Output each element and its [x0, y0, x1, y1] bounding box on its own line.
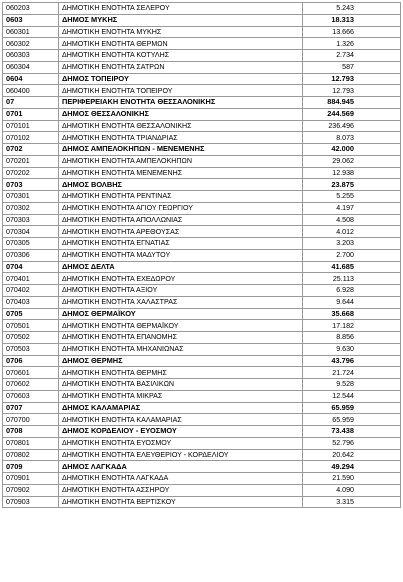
- table-row-total: [3, 402, 401, 414]
- row-code-cell: 0707: [3, 402, 59, 414]
- row-name-cell: ΔΗΜΟΣ ΒΟΛΒΗΣ: [59, 179, 303, 191]
- table-row-total: [3, 73, 401, 85]
- row-code-cell: 0702: [3, 144, 59, 156]
- table-row: [3, 249, 401, 261]
- row-value-cell: 9.644: [303, 296, 401, 308]
- row-value-cell: 4.197: [303, 202, 401, 214]
- table-row: [3, 26, 401, 38]
- row-value-cell: 52.796: [303, 437, 401, 449]
- table-row: [3, 390, 401, 402]
- row-value-cell: 12.793: [303, 85, 401, 97]
- row-code-cell: 070202: [3, 167, 59, 179]
- row-value-cell: 9.630: [303, 343, 401, 355]
- row-value-cell: 43.796: [303, 355, 401, 367]
- row-code-cell: 0705: [3, 308, 59, 320]
- row-name-cell: ΔΗΜΟΤΙΚΗ ΕΝΟΤΗΤΑ ΜΑΔΥΤΟΥ: [59, 249, 303, 261]
- row-code-cell: 060400: [3, 85, 59, 97]
- row-code-cell: 060203: [3, 3, 59, 15]
- row-code-cell: 070201: [3, 155, 59, 167]
- row-name-cell: ΔΗΜΟΤΙΚΗ ΕΝΟΤΗΤΑ ΜΗΧΑΝΙΩΝΑΣ: [59, 343, 303, 355]
- row-value-cell: 65.959: [303, 414, 401, 426]
- table-row: [3, 3, 401, 15]
- row-name-cell: ΔΗΜΟΤΙΚΗ ΕΝΟΤΗΤΑ ΛΑΓΚΑΔΑ: [59, 473, 303, 485]
- row-value-cell: 13.666: [303, 26, 401, 38]
- row-value-cell: 65.959: [303, 402, 401, 414]
- table-row: [3, 50, 401, 62]
- row-name-cell: ΔΗΜΟΤΙΚΗ ΕΝΟΤΗΤΑ ΘΕΣΣΑΛΟΝΙΚΗΣ: [59, 120, 303, 132]
- row-value-cell: 21.590: [303, 473, 401, 485]
- row-value-cell: 42.000: [303, 144, 401, 156]
- row-code-cell: 070902: [3, 484, 59, 496]
- row-value-cell: 4.508: [303, 214, 401, 226]
- row-value-cell: 2.700: [303, 249, 401, 261]
- row-code-cell: 0704: [3, 261, 59, 273]
- row-value-cell: 18.313: [303, 14, 401, 26]
- table-row: [3, 285, 401, 297]
- row-name-cell: ΔΗΜΟΤΙΚΗ ΕΝΟΤΗΤΑ ΕΧΕΔΩΡΟΥ: [59, 273, 303, 285]
- row-code-cell: 0701: [3, 108, 59, 120]
- row-name-cell: ΔΗΜΟΤΙΚΗ ΕΝΟΤΗΤΑ ΜΕΝΕΜΕΝΗΣ: [59, 167, 303, 179]
- row-code-cell: 070302: [3, 202, 59, 214]
- table-row-total: [3, 179, 401, 191]
- row-name-cell: ΔΗΜΟΤΙΚΗ ΕΝΟΤΗΤΑ ΘΕΡΜΑΪΚΟΥ: [59, 320, 303, 332]
- table-row: [3, 155, 401, 167]
- row-name-cell: ΔΗΜΟΣ ΔΕΛΤΑ: [59, 261, 303, 273]
- row-code-cell: 0604: [3, 73, 59, 85]
- row-value-cell: 6.928: [303, 285, 401, 297]
- table-row: [3, 437, 401, 449]
- row-name-cell: ΔΗΜΟΤΙΚΗ ΕΝΟΤΗΤΑ ΕΛΕΥΘΕΡΙΟΥ - ΚΟΡΔΕΛΙΟΥ: [59, 449, 303, 461]
- table-row: [3, 120, 401, 132]
- row-code-cell: 07: [3, 97, 59, 109]
- row-name-cell: ΔΗΜΟΤΙΚΗ ΕΝΟΤΗΤΑ ΒΕΡΤΙΣΚΟΥ: [59, 496, 303, 508]
- row-value-cell: 236.496: [303, 120, 401, 132]
- row-value-cell: 4.090: [303, 484, 401, 496]
- row-name-cell: ΔΗΜΟΤΙΚΗ ΕΝΟΤΗΤΑ ΑΜΠΕΛΟΚΗΠΩΝ: [59, 155, 303, 167]
- row-code-cell: 060302: [3, 38, 59, 50]
- table-row-total: [3, 261, 401, 273]
- table-row: [3, 226, 401, 238]
- row-code-cell: 0706: [3, 355, 59, 367]
- row-value-cell: 49.294: [303, 461, 401, 473]
- row-value-cell: 2.734: [303, 50, 401, 62]
- row-value-cell: 5.243: [303, 3, 401, 15]
- row-name-cell: ΔΗΜΟΤΙΚΗ ΕΝΟΤΗΤΑ ΒΑΣΙΛΙΚΩΝ: [59, 379, 303, 391]
- row-value-cell: 5.255: [303, 191, 401, 203]
- row-name-cell: ΔΗΜΟΤΙΚΗ ΕΝΟΤΗΤΑ ΚΑΛΑΜΑΡΙΑΣ: [59, 414, 303, 426]
- row-name-cell: ΔΗΜΟΣ ΛΑΓΚΑΔΑ: [59, 461, 303, 473]
- row-name-cell: ΔΗΜΟΤΙΚΗ ΕΝΟΤΗΤΑ ΑΠΟΛΛΩΝΙΑΣ: [59, 214, 303, 226]
- row-name-cell: ΔΗΜΟΣ ΚΟΡΔΕΛΙΟΥ - ΕΥΟΣΜΟΥ: [59, 426, 303, 438]
- row-name-cell: ΔΗΜΟΤΙΚΗ ΕΝΟΤΗΤΑ ΑΞΙΟΥ: [59, 285, 303, 297]
- row-code-cell: 070102: [3, 132, 59, 144]
- table-row: [3, 296, 401, 308]
- row-value-cell: 12.544: [303, 390, 401, 402]
- row-name-cell: ΔΗΜΟΤΙΚΗ ΕΝΟΤΗΤΑ ΜΙΚΡΑΣ: [59, 390, 303, 402]
- row-name-cell: ΔΗΜΟΤΙΚΗ ΕΝΟΤΗΤΑ ΘΕΡΜΗΣ: [59, 367, 303, 379]
- row-value-cell: 41.685: [303, 261, 401, 273]
- row-code-cell: 070603: [3, 390, 59, 402]
- row-code-cell: 070402: [3, 285, 59, 297]
- table-row: [3, 343, 401, 355]
- row-value-cell: 21.724: [303, 367, 401, 379]
- row-value-cell: 29.062: [303, 155, 401, 167]
- row-code-cell: 0709: [3, 461, 59, 473]
- row-name-cell: ΔΗΜΟΤΙΚΗ ΕΝΟΤΗΤΑ ΣΕΛΕΡΟΥ: [59, 3, 303, 15]
- row-code-cell: 070901: [3, 473, 59, 485]
- row-name-cell: ΔΗΜΟΤΙΚΗ ΕΝΟΤΗΤΑ ΑΡΕΘΟΥΣΑΣ: [59, 226, 303, 238]
- table-row: [3, 214, 401, 226]
- table-row-total: [3, 14, 401, 26]
- row-value-cell: 587: [303, 61, 401, 73]
- row-name-cell: ΔΗΜΟΣ ΘΕΡΜΗΣ: [59, 355, 303, 367]
- row-code-cell: 0708: [3, 426, 59, 438]
- table-row: [3, 332, 401, 344]
- table-row: [3, 273, 401, 285]
- row-value-cell: 8.856: [303, 332, 401, 344]
- row-code-cell: 070700: [3, 414, 59, 426]
- row-value-cell: 35.668: [303, 308, 401, 320]
- row-value-cell: 244.569: [303, 108, 401, 120]
- row-code-cell: 070502: [3, 332, 59, 344]
- table-row: [3, 414, 401, 426]
- row-code-cell: 060301: [3, 26, 59, 38]
- table-row: [3, 449, 401, 461]
- table-row: [3, 379, 401, 391]
- table-row: [3, 132, 401, 144]
- row-code-cell: 070903: [3, 496, 59, 508]
- row-code-cell: 070403: [3, 296, 59, 308]
- table-row: [3, 320, 401, 332]
- row-value-cell: 17.182: [303, 320, 401, 332]
- population-table: [2, 2, 401, 508]
- row-value-cell: 3.315: [303, 496, 401, 508]
- table-row: [3, 496, 401, 508]
- row-value-cell: 4.012: [303, 226, 401, 238]
- table-body: [3, 3, 401, 508]
- table-row: [3, 367, 401, 379]
- row-value-cell: 3.203: [303, 238, 401, 250]
- row-name-cell: ΔΗΜΟΣ ΘΕΣΣΑΛΟΝΙΚΗΣ: [59, 108, 303, 120]
- table-row: [3, 238, 401, 250]
- row-name-cell: ΔΗΜΟΤΙΚΗ ΕΝΟΤΗΤΑ ΕΓΝΑΤΙΑΣ: [59, 238, 303, 250]
- row-name-cell: ΔΗΜΟΤΙΚΗ ΕΝΟΤΗΤΑ ΑΓΙΟΥ ΓΕΩΡΓΙΟΥ: [59, 202, 303, 214]
- row-code-cell: 070306: [3, 249, 59, 261]
- row-name-cell: ΔΗΜΟΣ ΚΑΛΑΜΑΡΙΑΣ: [59, 402, 303, 414]
- row-code-cell: 060303: [3, 50, 59, 62]
- table-row-total: [3, 426, 401, 438]
- row-name-cell: ΔΗΜΟΤΙΚΗ ΕΝΟΤΗΤΑ ΧΑΛΑΣΤΡΑΣ: [59, 296, 303, 308]
- table-row: [3, 38, 401, 50]
- row-name-cell: ΔΗΜΟΤΙΚΗ ΕΝΟΤΗΤΑ ΘΕΡΜΩΝ: [59, 38, 303, 50]
- row-code-cell: 070101: [3, 120, 59, 132]
- table-row: [3, 202, 401, 214]
- row-name-cell: ΔΗΜΟΤΙΚΗ ΕΝΟΤΗΤΑ ΤΟΠΕΙΡΟΥ: [59, 85, 303, 97]
- row-name-cell: ΔΗΜΟΤΙΚΗ ΕΝΟΤΗΤΑ ΡΕΝΤΙΝΑΣ: [59, 191, 303, 203]
- row-code-cell: 0603: [3, 14, 59, 26]
- table-row: [3, 484, 401, 496]
- table-row-total: [3, 97, 401, 109]
- row-name-cell: ΔΗΜΟΣ ΑΜΠΕΛΟΚΗΠΩΝ - ΜΕΝΕΜΕΝΗΣ: [59, 144, 303, 156]
- row-name-cell: ΠΕΡΙΦΕΡΕΙΑΚΗ ΕΝΟΤΗΤΑ ΘΕΣΣΑΛΟΝΙΚΗΣ: [59, 97, 303, 109]
- table-row-total: [3, 355, 401, 367]
- row-code-cell: 070801: [3, 437, 59, 449]
- row-code-cell: 0703: [3, 179, 59, 191]
- row-value-cell: 73.438: [303, 426, 401, 438]
- row-code-cell: 070303: [3, 214, 59, 226]
- table-row: [3, 167, 401, 179]
- row-value-cell: 23.875: [303, 179, 401, 191]
- table-row-total: [3, 144, 401, 156]
- table-row: [3, 473, 401, 485]
- table-row-total: [3, 461, 401, 473]
- row-code-cell: 070501: [3, 320, 59, 332]
- row-name-cell: ΔΗΜΟΤΙΚΗ ΕΝΟΤΗΤΑ ΣΑΤΡΩΝ: [59, 61, 303, 73]
- row-name-cell: ΔΗΜΟΤΙΚΗ ΕΝΟΤΗΤΑ ΑΣΣΗΡΟΥ: [59, 484, 303, 496]
- row-code-cell: 060304: [3, 61, 59, 73]
- row-value-cell: 20.642: [303, 449, 401, 461]
- row-code-cell: 070602: [3, 379, 59, 391]
- table-row: [3, 191, 401, 203]
- row-value-cell: 1.326: [303, 38, 401, 50]
- row-code-cell: 070304: [3, 226, 59, 238]
- row-name-cell: ΔΗΜΟΤΙΚΗ ΕΝΟΤΗΤΑ ΤΡΙΑΝΔΡΙΑΣ: [59, 132, 303, 144]
- table-row-total: [3, 308, 401, 320]
- row-value-cell: 12.793: [303, 73, 401, 85]
- row-name-cell: ΔΗΜΟΤΙΚΗ ΕΝΟΤΗΤΑ ΕΥΟΣΜΟΥ: [59, 437, 303, 449]
- table-row: [3, 61, 401, 73]
- row-name-cell: ΔΗΜΟΤΙΚΗ ΕΝΟΤΗΤΑ ΕΠΑΝΟΜΗΣ: [59, 332, 303, 344]
- row-name-cell: ΔΗΜΟΣ ΤΟΠΕΙΡΟΥ: [59, 73, 303, 85]
- row-code-cell: 070601: [3, 367, 59, 379]
- row-name-cell: ΔΗΜΟΣ ΘΕΡΜΑΪΚΟΥ: [59, 308, 303, 320]
- row-value-cell: 25.113: [303, 273, 401, 285]
- row-code-cell: 070305: [3, 238, 59, 250]
- table-row-total: [3, 108, 401, 120]
- row-name-cell: ΔΗΜΟΤΙΚΗ ΕΝΟΤΗΤΑ ΜΥΚΗΣ: [59, 26, 303, 38]
- row-code-cell: 070401: [3, 273, 59, 285]
- row-value-cell: 9.528: [303, 379, 401, 391]
- row-name-cell: ΔΗΜΟΤΙΚΗ ΕΝΟΤΗΤΑ ΚΟΤΥΛΗΣ: [59, 50, 303, 62]
- row-code-cell: 070301: [3, 191, 59, 203]
- row-code-cell: 070503: [3, 343, 59, 355]
- row-code-cell: 070802: [3, 449, 59, 461]
- row-value-cell: 884.945: [303, 97, 401, 109]
- row-value-cell: 8.073: [303, 132, 401, 144]
- row-value-cell: 12.938: [303, 167, 401, 179]
- row-name-cell: ΔΗΜΟΣ ΜΥΚΗΣ: [59, 14, 303, 26]
- table-row: [3, 85, 401, 97]
